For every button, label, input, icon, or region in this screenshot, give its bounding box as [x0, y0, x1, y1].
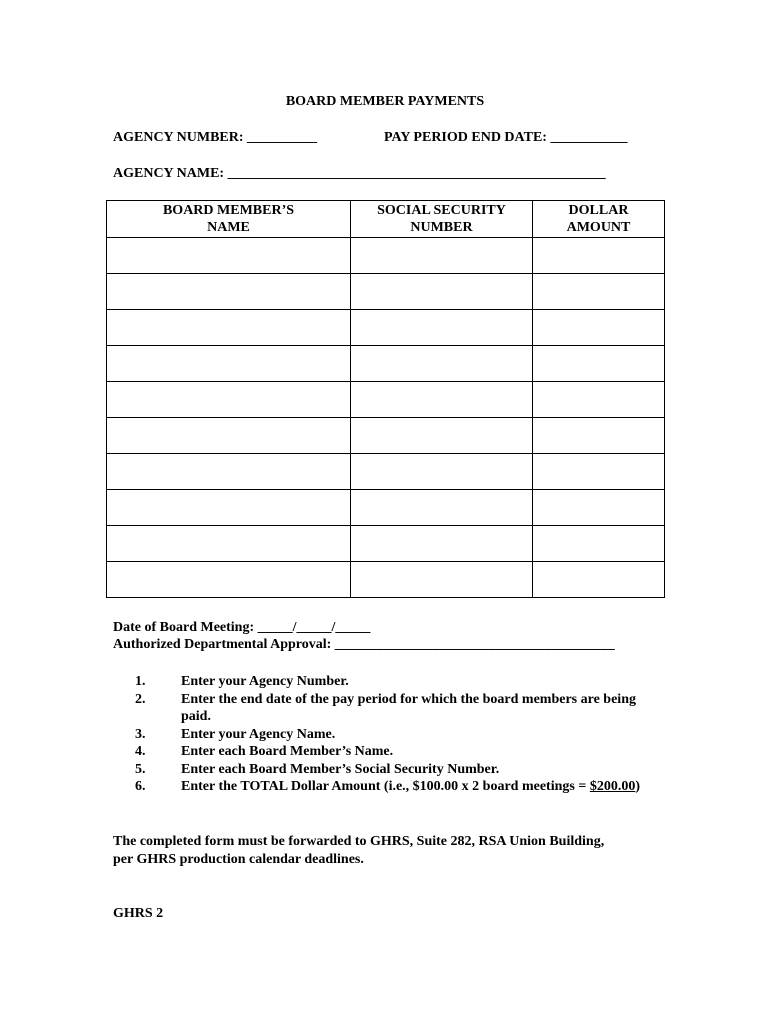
ssn-cell[interactable] — [351, 310, 533, 346]
instructions-list — [0, 673, 651, 796]
list-item — [0, 691, 651, 726]
name-cell[interactable] — [107, 562, 351, 598]
amount-cell[interactable] — [533, 238, 665, 274]
ssn-cell[interactable] — [351, 346, 533, 382]
form-id: GHRS 2 — [113, 906, 164, 921]
name-cell[interactable] — [107, 454, 351, 490]
step-number: 2. — [135, 691, 146, 707]
header-line: DOLLAR — [568, 203, 629, 218]
list-item — [0, 778, 651, 796]
pay-period-end-date-field[interactable]: PAY PERIOD END DATE: ___________ — [384, 130, 628, 145]
name-cell[interactable] — [107, 526, 351, 562]
forwarding-note — [113, 833, 604, 869]
amount-cell[interactable] — [533, 310, 665, 346]
ssn-cell[interactable] — [351, 274, 533, 310]
board-member-table — [106, 200, 665, 598]
agency-name-field[interactable]: AGENCY NAME: ______________________________________________________ — [113, 166, 606, 181]
header-social-security-number — [351, 201, 533, 238]
board-meeting-date-field[interactable]: Date of Board Meeting: _____/_____/_____ — [113, 620, 371, 635]
step-text: Enter the end date of the pay period for which the board members are being paid. — [181, 691, 636, 724]
step-number: 3. — [135, 726, 146, 742]
table-row — [107, 562, 665, 598]
name-cell[interactable] — [107, 274, 351, 310]
step-text: Enter your Agency Name. — [181, 726, 336, 742]
name-cell[interactable] — [107, 310, 351, 346]
name-cell[interactable] — [107, 418, 351, 454]
table-row — [107, 310, 665, 346]
step-number: 1. — [135, 674, 146, 689]
table-row — [107, 346, 665, 382]
amount-cell[interactable] — [533, 562, 665, 598]
step-number: 4. — [135, 744, 146, 759]
name-cell[interactable] — [107, 490, 351, 526]
departmental-approval-field[interactable]: Authorized Departmental Approval: ________________________________________ — [113, 637, 615, 652]
step-number: 6. — [135, 779, 146, 794]
ssn-cell[interactable] — [351, 382, 533, 418]
table-row — [107, 454, 665, 490]
list-item — [0, 761, 651, 779]
table-row — [107, 274, 665, 310]
table-header-row — [107, 201, 665, 238]
list-item — [0, 726, 651, 744]
step-number: 5. — [135, 761, 146, 777]
table-row — [107, 526, 665, 562]
list-item — [0, 743, 651, 761]
table-row — [107, 418, 665, 454]
forwarding-note-line: The completed form must be forwarded to GHRS, Suite 282, RSA Union Building, — [113, 834, 605, 849]
header-board-member-name — [107, 201, 351, 238]
table-row — [107, 490, 665, 526]
name-cell[interactable] — [107, 382, 351, 418]
amount-cell[interactable] — [533, 526, 665, 562]
name-cell[interactable] — [107, 238, 351, 274]
agency-number-field[interactable]: AGENCY NUMBER: __________ — [113, 130, 318, 145]
amount-cell[interactable] — [533, 490, 665, 526]
step-text-suffix: ) — [635, 779, 640, 794]
amount-cell[interactable] — [533, 274, 665, 310]
header-line: NUMBER — [410, 220, 473, 235]
table-row — [107, 238, 665, 274]
step-text: Enter each Board Member’s Name. — [181, 744, 394, 759]
ssn-cell[interactable] — [351, 526, 533, 562]
step-text: Enter your Agency Number. — [181, 674, 349, 689]
step-text-main: Enter the TOTAL Dollar Amount (i.e., $100.00 x 2 board meetings = — [181, 779, 590, 794]
header-line: NAME — [207, 220, 250, 235]
header-dollar-amount — [533, 201, 665, 238]
header-line: BOARD MEMBER’S — [162, 203, 295, 218]
amount-cell[interactable] — [533, 454, 665, 490]
ssn-cell[interactable] — [351, 454, 533, 490]
name-cell[interactable] — [107, 346, 351, 382]
ssn-cell[interactable] — [351, 418, 533, 454]
forwarding-note-line: per GHRS production calendar deadlines. — [113, 852, 364, 867]
amount-cell[interactable] — [533, 418, 665, 454]
step-text: Enter each Board Member’s Social Security Number. — [181, 761, 500, 777]
amount-cell[interactable] — [533, 382, 665, 418]
ssn-cell[interactable] — [351, 238, 533, 274]
step-text — [181, 778, 651, 796]
table-row — [107, 382, 665, 418]
page-title: BOARD MEMBER PAYMENTS — [285, 94, 485, 109]
ssn-cell[interactable] — [351, 490, 533, 526]
list-item — [0, 673, 651, 691]
example-total: $200.00 — [589, 779, 636, 794]
header-line: AMOUNT — [566, 220, 631, 235]
header-line: SOCIAL SECURITY — [377, 203, 506, 218]
amount-cell[interactable] — [533, 346, 665, 382]
ssn-cell[interactable] — [351, 562, 533, 598]
